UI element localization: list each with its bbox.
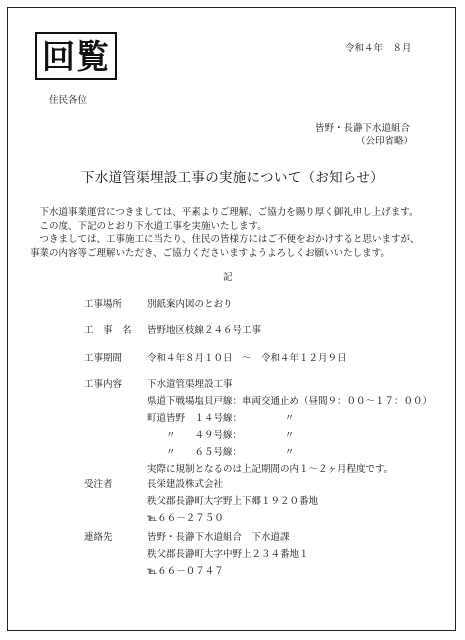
detail-label-location: 工事場所 bbox=[84, 299, 123, 310]
addressee: 住民各位 bbox=[49, 95, 88, 106]
body-line: 事業の内容等ご理解いただき、ご協力くださいますようよろしくお願いいたします。 bbox=[30, 247, 390, 259]
detail-line: 〃 ６５号線： 〃 bbox=[147, 447, 295, 458]
detail-value-period bbox=[147, 350, 347, 367]
detail-line: 〃 ４９号線： 〃 bbox=[147, 430, 295, 441]
detail-value-name bbox=[147, 322, 261, 339]
detail-label-contractor: 受注者 bbox=[84, 479, 113, 490]
detail-line: 皆野・長瀞下水道組合 下水道課 bbox=[147, 532, 290, 543]
issue-date: 令和４年 ８月 bbox=[345, 43, 412, 54]
body-line: つきましては、工事施工に当たり、住民の皆様方にはご不便をおかけすると思いますが、 bbox=[39, 234, 420, 245]
sender-note: （公印省略） bbox=[356, 136, 414, 147]
detail-line: ℡６６－２７５０ bbox=[147, 513, 224, 524]
detail-label-name: 工 事 名 bbox=[84, 325, 132, 336]
body-line: この度、下記のとおり下水道工事を実施いたします。 bbox=[39, 220, 267, 232]
detail-line: 皆野地区枝線２４６号工事 bbox=[147, 325, 262, 336]
body-line: 下水道事業運営につきましては、平素よりご理解、ご協力を賜り厚く御礼申し上げます。 bbox=[39, 207, 419, 218]
detail-label-contact: 連絡先 bbox=[84, 532, 113, 543]
detail-label-period: 工事期間 bbox=[84, 353, 123, 364]
detail-line: 下水道管渠埋設工事 bbox=[147, 379, 233, 390]
detail-line: 実際に規制となるのは上記期間の内１～２ヶ月程度です。 bbox=[147, 464, 394, 475]
detail-value-location bbox=[147, 296, 233, 313]
detail-value-contact bbox=[147, 529, 309, 580]
notice-title: 下水道管渠埋設工事の実施について（お知らせ） bbox=[81, 170, 384, 186]
detail-line: 秩父郡長瀞町大字中野上２３４番地１ bbox=[147, 549, 309, 560]
detail-line: 令和４年８月１０日 ～ 令和４年１２月９日 bbox=[147, 353, 347, 364]
sender-name: 皆野・長瀞下水道組合 bbox=[315, 123, 411, 134]
detail-value-contractor bbox=[147, 476, 318, 527]
detail-line: 県道下戦場塩貝戸線：車両交通止め（昼間９：００～１７：００） bbox=[147, 396, 433, 407]
detail-label-content: 工事内容 bbox=[84, 379, 123, 390]
detail-line: ℡６６－０７４７ bbox=[147, 566, 224, 577]
detail-value-content bbox=[147, 376, 432, 478]
circular-stamp: 回覧 bbox=[35, 32, 117, 80]
detail-line: 町道皆野 １４号線： 〃 bbox=[147, 413, 295, 424]
detail-line: 秩父郡長瀞町大字野上下郷１９２０番地 bbox=[147, 496, 319, 507]
detail-line: 別紙案内図のとおり bbox=[147, 299, 233, 310]
ki-heading: 記 bbox=[223, 272, 233, 283]
detail-line: 長栄建設株式会社 bbox=[147, 479, 224, 490]
notice-body bbox=[30, 206, 435, 260]
